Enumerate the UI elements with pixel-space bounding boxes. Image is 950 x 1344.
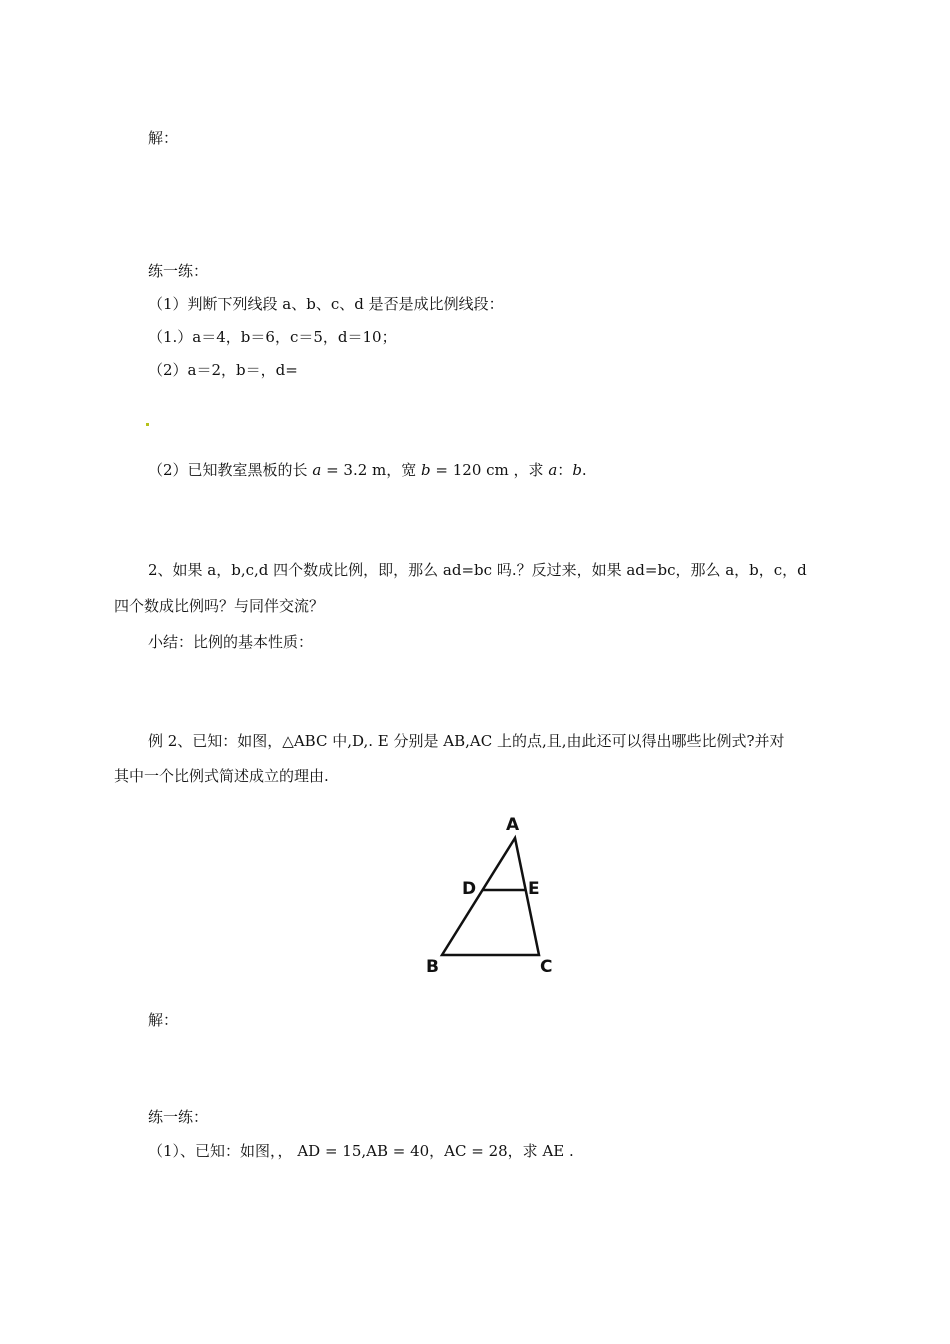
var-a: a [312,461,322,479]
triangle-abc [442,838,539,955]
question2-line1: 2、如果 a，b,c,d 四个数成比例，即，那么 ad=bc 吗.？反过来，如果 ad=bc，那么 a，b，c，d [148,561,807,579]
summary-label: 小结：比例的基本性质： [148,633,314,651]
question2-line2: 四个数成比例吗？与同伴交流？ [114,597,325,615]
ratio-b: b [572,461,582,479]
example2-line2: 其中一个比例式简述成立的理由. [114,767,329,785]
label-c: C [540,957,553,977]
practice1-question1: （1）判断下列线段 a、b、c、d 是否是成比例线段： [148,295,504,313]
label-a: A [506,815,520,835]
practice1-question2 [148,460,587,480]
practice1-question1-part1: （1.）a＝4，b＝6，c＝5，d＝10； [148,328,397,346]
practice1-question1-part2: （2）a＝2，b＝，d= [148,361,298,379]
label-d: D [462,879,477,899]
solution-label-1: 解： [148,129,179,147]
q2-end: . [581,461,587,479]
example2-line1: 例 2、已知：如图，△ABC 中,D,. E 分别是 AB,AC 上的点,且,由此还可以得出哪些比例式?并对 [148,732,785,750]
ratio-colon: ： [557,461,573,479]
stray-mark [146,423,149,426]
practice-title-1: 练一练： [148,262,209,280]
ratio-a: a [548,461,558,479]
label-b: B [426,957,439,977]
var-b: b [421,461,431,479]
practice-title-2: 练一练： [148,1108,209,1126]
label-e: E [528,879,540,899]
solution-label-2: 解： [148,1011,179,1029]
q2-eq2: = 120 cm ，求 [435,461,544,479]
q2-eq1: = 3.2 m，宽 [326,461,417,479]
triangle-figure [420,808,570,978]
q2-prefix: （2）已知教室黑板的长 [148,461,308,479]
practice2-question1: （1）、已知：如图，， AD = 15,AB = 40，AC = 28，求 AE . [148,1142,574,1160]
